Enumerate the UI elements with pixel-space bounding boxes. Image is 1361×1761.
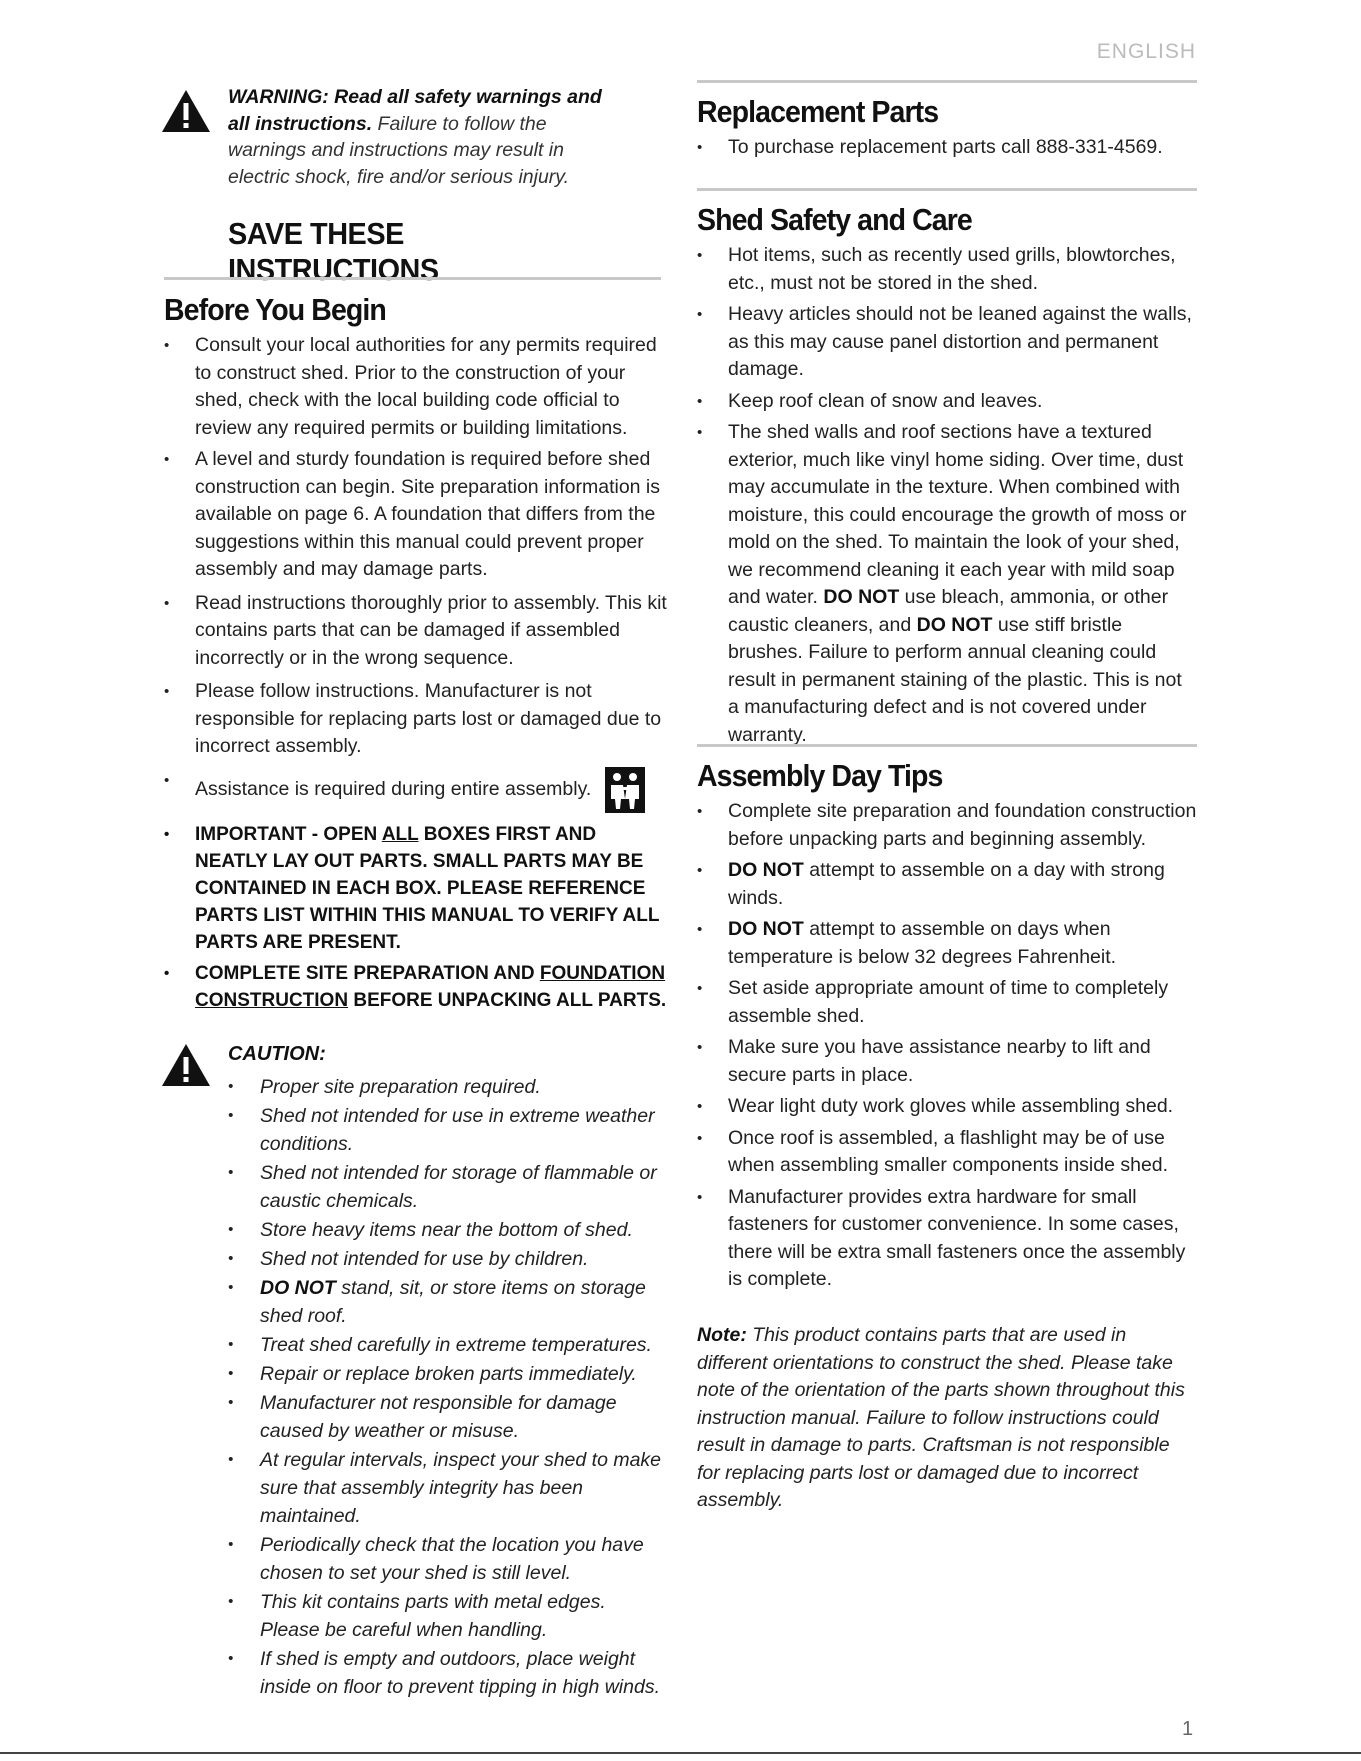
section-divider <box>164 277 661 280</box>
list-item <box>164 767 669 813</box>
list-item: • Once roof is assembled, a flashlight may be of use when assembling smaller components inside shed. <box>697 1125 1197 1180</box>
list-item-important: • IMPORTANT - OPEN ALL BOXES FIRST AND NEATLY LAY OUT PARTS. SMALL PARTS MAY BE CONTAINED IN EACH BOX. PLEASE REFERENCE PARTS LIST WITHIN THIS MANUAL TO VERIFY ALL PARTS ARE PRESENT. <box>164 821 669 956</box>
two-people-icon <box>605 767 645 813</box>
list-item: • Manufacturer not responsible for damage caused by weather or misuse. <box>228 1389 668 1445</box>
warning-body: Failure to follow the warnings and instructions may result in electric shock, fire and/or serious injury. <box>228 112 570 188</box>
assistance-text: Assistance is required during entire assembly. <box>195 777 592 800</box>
list-item: • DO NOT attempt to assemble on a day with strong winds. <box>697 857 1197 912</box>
assembly-day-tips-heading: Assembly Day Tips <box>697 758 943 793</box>
list-item: • Repair or replace broken parts immediately. <box>228 1360 668 1388</box>
caution-icon <box>160 1042 212 1088</box>
page-bottom-rule <box>0 1752 1361 1754</box>
list-item: • Heavy articles should not be leaned against the walls, as this may cause panel distortion and permanent damage. <box>697 301 1197 384</box>
list-item: • Please follow instructions. Manufacturer is not responsible for replacing parts lost or damaged due to incorrect assembly. <box>164 678 669 761</box>
list-item: • Proper site preparation required. <box>228 1073 668 1101</box>
before-you-begin-heading: Before You Begin <box>164 292 386 327</box>
note-block <box>697 1322 1197 1515</box>
list-item: • Read instructions thoroughly prior to assembly. This kit contains parts that can be damaged if assembled incorrectly or in the wrong sequence. <box>164 590 669 673</box>
list-item: • The shed walls and roof sections have a textured exterior, much like vinyl home siding. Over time, dust may accumulate in the texture. When combined with moisture, this could encourage the growth of moss or mold on the shed. To maintain the look of your shed, we recommend cleaning it each year with mild soap and water. DO NOT use bleach, ammonia, or other caustic cleaners, and DO NOT use stiff bristle brushes. Failure to perform annual cleaning could result in permanent staining of the plastic. This is not a manufacturing defect and is not covered under warranty. <box>697 419 1197 749</box>
warning-icon <box>160 88 212 134</box>
list-item: • At regular intervals, inspect your shed to make sure that assembly integrity has been maintained. <box>228 1446 668 1530</box>
list-item: • Hot items, such as recently used grills, blowtorches, etc., must not be stored in the shed. <box>697 242 1197 297</box>
section-divider <box>697 80 1197 83</box>
list-item: • This kit contains parts with metal edges. Please be careful when handling. <box>228 1588 668 1644</box>
list-item: • Consult your local authorities for any permits required to construct shed. Prior to the construction of your shed, check with the local building code official to review any required permits or building limitations. <box>164 332 669 442</box>
warning-block <box>228 84 628 190</box>
replacement-parts-heading: Replacement Parts <box>697 94 939 129</box>
list-item: • To purchase replacement parts call 888-331-4569. <box>697 134 1197 162</box>
save-instructions-title: SAVE THESE INSTRUCTIONS <box>228 216 439 287</box>
list-item: • DO NOT stand, sit, or store items on storage shed roof. <box>228 1274 668 1330</box>
list-item: • Store heavy items near the bottom of shed. <box>228 1216 668 1244</box>
caution-list <box>228 1073 668 1702</box>
assembly-tips-list <box>697 798 1197 1294</box>
list-item: • Make sure you have assistance nearby to lift and secure parts in place. <box>697 1034 1197 1089</box>
note-text: This product contains parts that are used in different orientations to construct the shed. Please take note of the orientation of the parts shown throughout this instruction manual. Failure to follow instructions could result in damage to parts. Craftsman is not responsible for replacing parts lost or damaged due to incorrect assembly. <box>697 1324 1185 1511</box>
list-item-complete-site: • COMPLETE SITE PREPARATION AND FOUNDATION CONSTRUCTION BEFORE UNPACKING ALL PARTS. <box>164 960 669 1014</box>
shed-safety-list <box>697 242 1197 749</box>
list-item: • If shed is empty and outdoors, place weight inside on floor to prevent tipping in high winds. <box>228 1645 668 1701</box>
list-item: • Treat shed carefully in extreme temperatures. <box>228 1331 668 1359</box>
language-label: ENGLISH <box>1096 40 1196 63</box>
list-item: • Shed not intended for use in extreme weather conditions. <box>228 1102 668 1158</box>
section-divider <box>697 744 1197 747</box>
caution-title: CAUTION: <box>228 1043 326 1065</box>
shed-safety-heading: Shed Safety and Care <box>697 202 972 237</box>
list-item: • DO NOT attempt to assemble on days when temperature is below 32 degrees Fahrenheit. <box>697 916 1197 971</box>
list-item: • Periodically check that the location you have chosen to set your shed is still level. <box>228 1531 668 1587</box>
list-item: • Complete site preparation and foundation construction before unpacking parts and beginning assembly. <box>697 798 1197 853</box>
list-item: • Manufacturer provides extra hardware for small fasteners for customer convenience. In some cases, there will be extra small fasteners once the assembly is complete. <box>697 1184 1197 1294</box>
list-item: • A level and sturdy foundation is required before shed construction can begin. Site preparation information is available on page 6. A foundation that differs from the suggestions within this manual could prevent proper assembly and may damage parts. <box>164 446 669 584</box>
section-divider <box>697 188 1197 191</box>
replacement-parts-list <box>697 134 1197 162</box>
warning-lead: WARNING: Read all safety warnings and all instructions. <box>228 86 602 135</box>
list-item: • Set aside appropriate amount of time to completely assemble shed. <box>697 975 1197 1030</box>
page-number: 1 <box>1182 1718 1194 1740</box>
note-label: Note: <box>697 1324 747 1346</box>
list-item: • Shed not intended for use by children. <box>228 1245 668 1273</box>
list-item: • Keep roof clean of snow and leaves. <box>697 388 1197 416</box>
list-item: • Shed not intended for storage of flammable or caustic chemicals. <box>228 1159 668 1215</box>
list-item: • Wear light duty work gloves while assembling shed. <box>697 1093 1197 1121</box>
before-you-begin-list <box>164 332 669 1014</box>
